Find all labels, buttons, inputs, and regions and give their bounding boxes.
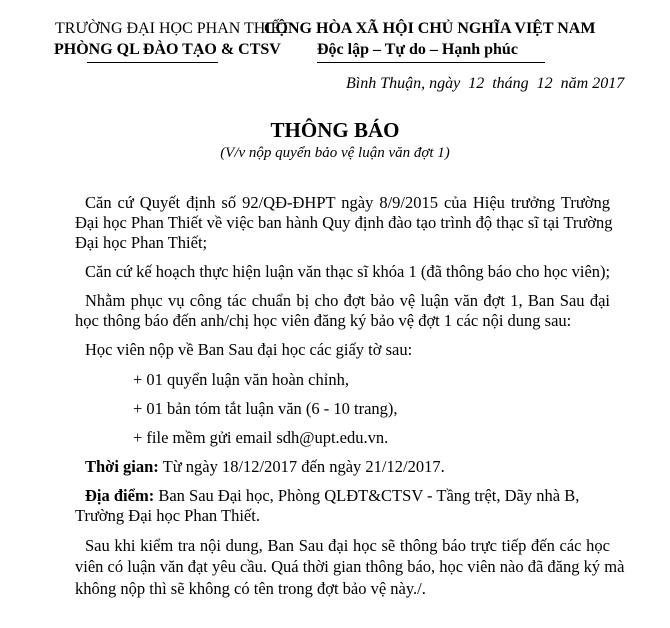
paragraph-line: viên có luận văn đạt yêu cầu. Quá thời gian thông báo, học viên nào đã đăng ký mà: [75, 557, 625, 576]
document-title: THÔNG BÁO: [270, 118, 400, 142]
paragraph-line: Nhằm phục vụ công tác chuẩn bị cho đợt bảo vệ luận văn đợt 1, Ban Sau đại: [85, 291, 610, 310]
place-value: Ban Sau Đại học, Phòng QLĐT&CTSV - Tầng trệt, Dãy nhà B,: [154, 486, 580, 505]
time-value: Từ ngày 18/12/2017 đến ngày 21/12/2017.: [158, 457, 445, 476]
motto-underline: [317, 62, 545, 63]
paragraph-line: Đại học Phan Thiết về việc ban hành Quy định đào tạo trình độ thạc sĩ tại Trường: [75, 213, 613, 232]
motto: Độc lập – Tự do – Hạnh phúc: [317, 41, 518, 58]
time-label: Thời gian:: [85, 457, 159, 476]
time-line: [85, 457, 620, 477]
paragraph-line: Căn cứ Quyết định số 92/QĐ-ĐHPT ngày 8/9/2015 của Hiệu trưởng Trường: [85, 193, 610, 212]
paragraph-line: Học viên nộp về Ban Sau đại học các giấy tờ sau:: [85, 340, 413, 359]
document-subtitle: (V/v nộp quyển bảo vệ luận văn đợt 1): [220, 145, 450, 161]
paragraph-line: học thông báo đến anh/chị học viên đăng ký bảo vệ đợt 1 các nội dung sau:: [75, 311, 572, 330]
school-name: TRƯỜNG ĐẠI HỌC PHAN THIẾT: [55, 20, 291, 37]
date-line: Bình Thuận, ngày 12 tháng 12 năm 2017: [346, 75, 625, 92]
paragraph-line: Sau khi kiểm tra nội dung, Ban Sau đại học sẽ thông báo trực tiếp đến các học: [85, 536, 610, 555]
place-label: Địa điểm:: [85, 486, 155, 505]
list-item: + file mềm gửi email sdh@upt.edu.vn.: [133, 428, 389, 447]
country-name: CỘNG HÒA XÃ HỘI CHỦ NGHĨA VIỆT NAM: [264, 20, 596, 37]
paragraph-line: Đại học Phan Thiết;: [75, 233, 208, 252]
place-line: [85, 486, 620, 506]
paragraph-line: Trường Đại học Phan Thiết.: [75, 506, 260, 525]
department-name: PHÒNG QL ĐÀO TẠO & CTSV: [54, 41, 281, 58]
paragraph-line: Căn cứ kế hoạch thực hiện luận văn thạc sĩ khóa 1 (đã thông báo cho học viên);: [85, 262, 611, 281]
list-item: + 01 quyển luận văn hoàn chỉnh,: [133, 370, 349, 389]
paragraph-line: không nộp thì sẽ không có tên trong đợt bảo vệ này./.: [75, 579, 426, 598]
department-underline: [87, 62, 218, 63]
list-item: + 01 bản tóm tắt luận văn (6 - 10 trang),: [133, 399, 398, 418]
